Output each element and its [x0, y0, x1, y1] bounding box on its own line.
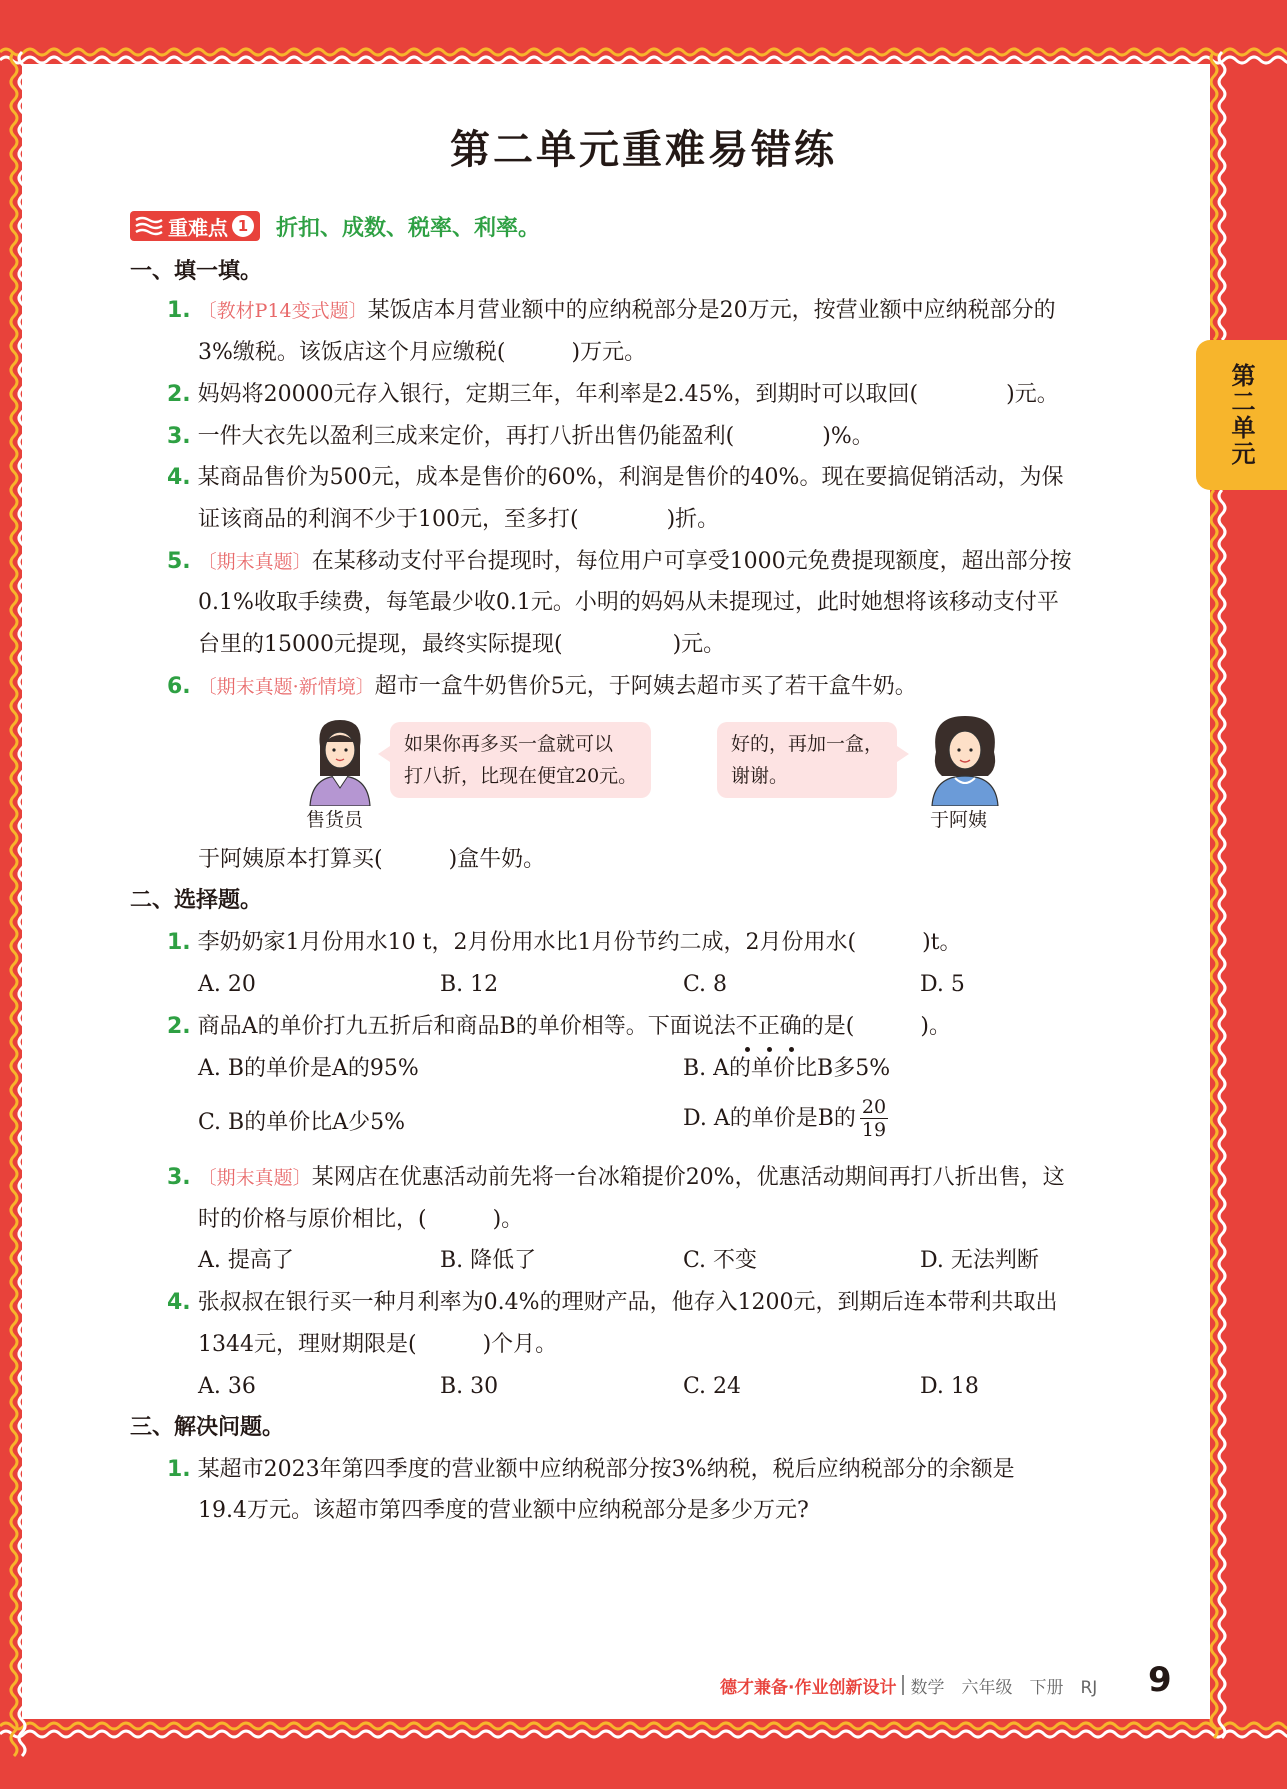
s1-q4-line2: 证该商品的利润不少于100元，至多打( )折。 — [198, 507, 720, 532]
question-tag: 〔期末真题〕 — [197, 1167, 312, 1189]
bubble-text-line: 如果你再多买一盒就可以 — [404, 733, 614, 755]
speech-bubble-auntie — [717, 722, 897, 798]
footer-brand: 德才兼备·作业创新设计 — [720, 1677, 897, 1698]
question-text: 某超市2023年第四季度的营业额中应纳税部分按3%纳税，税后应纳税部分的余额是 — [197, 1457, 1015, 1482]
caption-clerk: 售货员 — [306, 809, 364, 831]
question-tag: 〔期末真题·新情境〕 — [197, 676, 375, 698]
s1-q6-line1 — [167, 672, 917, 702]
option-a[interactable]: A. 提高了 — [198, 1248, 294, 1273]
question-text: 商品A的单价打九五折后和商品B的单价相等。下面说法 — [197, 1014, 736, 1039]
s1-q3-line1 — [167, 422, 874, 452]
question-number: 2. — [167, 1014, 191, 1039]
footer-info: 数学 六年级 下册 RJ — [910, 1677, 1098, 1698]
option-b[interactable]: B. 12 — [440, 972, 499, 997]
s2-q3-line2: 时的价格与原价相比，( )。 — [198, 1207, 524, 1232]
s1-q1-line2: 3%缴税。该饭店这个月应缴税( )万元。 — [198, 340, 647, 365]
s1-q6-line2: 于阿姨原本打算买( )盒牛奶。 — [198, 847, 546, 872]
question-number: 1. — [167, 1457, 191, 1482]
s2-q1-line1 — [167, 928, 962, 958]
footer-divider — [902, 1675, 904, 1695]
page-number: 9 — [1148, 1660, 1172, 1700]
emphasis-char: 不 — [736, 1012, 758, 1042]
s2-q4-line2: 1344元，理财期限是( )个月。 — [198, 1332, 558, 1357]
s1-q5-line1 — [167, 547, 1072, 577]
question-tag: 〔教材P14变式题〕 — [197, 300, 368, 322]
s1-q4-line1 — [167, 463, 1063, 493]
emphasis-char: 确 — [780, 1012, 802, 1042]
s1-q2-line1 — [167, 380, 1059, 410]
s1-q1-line1 — [167, 296, 1056, 326]
question-text: 妈妈将20000元存入银行，定期三年，年利率是2.45%，到期时可以取回( )元。 — [197, 382, 1059, 407]
side-tab-label: 第二单元 — [1227, 363, 1255, 467]
fraction-denominator: 19 — [861, 1119, 887, 1141]
keypoint-number: 1 — [232, 215, 254, 237]
s2-q2-line1 — [167, 1012, 951, 1042]
option-c[interactable]: C. 8 — [683, 972, 728, 997]
question-text: 在某移动支付平台提现时，每位用户可享受1000元免费提现额度，超出部分按 — [311, 549, 1072, 574]
keypoint-label: 重难点 — [168, 215, 228, 240]
speech-bubble-clerk — [390, 722, 651, 798]
keypoint-badge — [130, 211, 260, 241]
bubble-text-line: 谢谢。 — [731, 765, 789, 787]
question-number: 4. — [167, 1290, 191, 1315]
option-text: D. A的单价是B的 — [683, 1105, 856, 1131]
option-a[interactable]: A. 36 — [198, 1374, 256, 1399]
section-2-heading: 二、选择题。 — [130, 888, 263, 913]
question-text: 张叔叔在银行买一种月利率为0.4%的理财产品，他存入1200元，到期后连本带利共取出 — [197, 1290, 1058, 1315]
section-1-heading: 一、填一填。 — [130, 259, 263, 284]
caption-auntie: 于阿姨 — [930, 809, 988, 831]
clerk-illustration — [300, 716, 380, 806]
emphasis-char: 正 — [758, 1012, 780, 1042]
s1-q5-line3: 台里的15000元提现，最终实际提现( )元。 — [198, 632, 726, 657]
question-number: 4. — [167, 465, 191, 490]
question-number: 6. — [167, 674, 191, 699]
option-c[interactable]: C. B的单价比A少5% — [198, 1110, 405, 1135]
s2-q3-line1 — [167, 1163, 1065, 1193]
wave-lines-icon — [134, 215, 164, 237]
question-text: 超市一盒牛奶售价5元，于阿姨去超市买了若干盒牛奶。 — [374, 674, 917, 699]
question-text: 某网店在优惠活动前先将一台冰箱提价20%，优惠活动期间再打八折出售，这 — [311, 1165, 1065, 1190]
question-number: 5. — [167, 549, 191, 574]
question-text: 某饭店本月营业额中的应纳税部分是20万元，按营业额中应纳税部分的 — [367, 298, 1056, 323]
auntie-illustration — [922, 712, 1008, 806]
s3-q1-line1 — [167, 1455, 1015, 1485]
keypoint-banner — [130, 211, 540, 241]
question-number: 1. — [167, 298, 191, 323]
question-tag: 〔期末真题〕 — [197, 551, 312, 573]
s3-q1-line2: 19.4万元。该超市第四季度的营业额中应纳税部分是多少万元? — [198, 1498, 809, 1523]
option-c[interactable]: C. 不变 — [683, 1248, 758, 1273]
s2-q4-line1 — [167, 1288, 1058, 1318]
option-d[interactable] — [683, 1096, 888, 1141]
option-b[interactable]: B. 30 — [440, 1374, 499, 1399]
question-text: 某商品售价为500元，成本是售价的60%，利润是售价的40%。现在要搞促销活动，为保 — [197, 465, 1064, 490]
question-number: 3. — [167, 1165, 191, 1190]
question-number: 3. — [167, 424, 191, 449]
page-title: 第二单元重难易错练 — [450, 127, 837, 173]
option-d[interactable]: D. 5 — [920, 972, 965, 997]
option-a[interactable]: A. B的单价是A的95% — [198, 1056, 419, 1081]
keypoint-text: 折扣、成数、税率、利率。 — [276, 215, 541, 241]
question-text: 的是( )。 — [801, 1014, 951, 1039]
option-d[interactable]: D. 18 — [920, 1374, 979, 1399]
option-d[interactable]: D. 无法判断 — [920, 1248, 1039, 1273]
question-text: 李奶奶家1月份用水10 t，2月份用水比1月份节约二成，2月份用水( )t。 — [197, 930, 962, 955]
fraction-numerator: 20 — [861, 1096, 887, 1118]
fraction — [860, 1096, 888, 1141]
s1-q5-line2: 0.1%收取手续费，每笔最少收0.1元。小明的妈妈从未提现过，此时她想将该移动支付平 — [198, 590, 1059, 615]
option-a[interactable]: A. 20 — [198, 972, 256, 997]
bubble-text-line: 好的，再加一盒， — [731, 733, 884, 755]
option-c[interactable]: C. 24 — [683, 1374, 742, 1399]
section-3-heading: 三、解决问题。 — [130, 1415, 285, 1440]
question-text: 一件大衣先以盈利三成来定价，再打八折出售仍能盈利( )%。 — [197, 424, 874, 449]
question-number: 2. — [167, 382, 191, 407]
question-number: 1. — [167, 930, 191, 955]
option-b[interactable]: B. 降低了 — [440, 1248, 537, 1273]
bubble-text-line: 打八折，比现在便宜20元。 — [404, 765, 638, 787]
page-footer — [720, 1670, 1097, 1700]
option-b[interactable]: B. A的单价比B多5% — [683, 1056, 891, 1081]
